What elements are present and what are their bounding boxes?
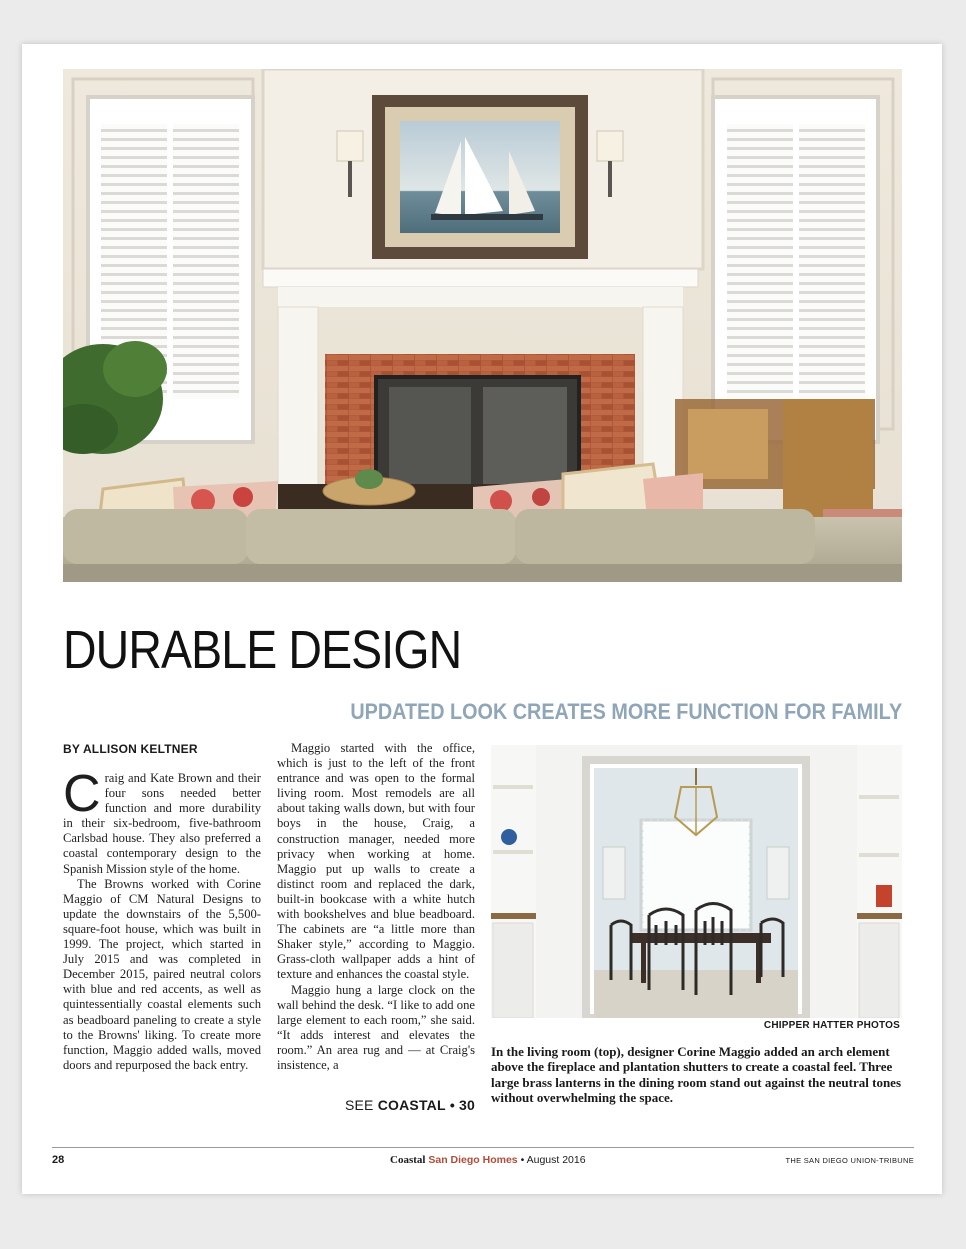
jump-page: • 30 [449, 1097, 475, 1113]
article-column-1 [63, 765, 261, 1073]
dining-room-illustration [491, 745, 902, 1018]
footer-rule [52, 1147, 914, 1148]
publication-line [390, 1154, 586, 1166]
separator: • [520, 1154, 525, 1166]
paragraph-3: Maggio started with the office, which is just to the left of the front entrance and was open to the formal living room. Most remodels are all about taking walls down, but with four boys in the house, Craig, a construction manager, needed more privacy when working at home. Maggio put up walls to create a distinct room and replaced the dark, built-in bookcase with a white hutch with bookshelves and blue beadboard. The cabinets are “a little more than Shaker style,” according to Maggio. Grass-cloth wallpaper adds a hint of texture and enhances the coastal style. [277, 741, 475, 982]
article-column-2 [277, 741, 475, 1073]
living-room-photo [63, 69, 902, 582]
photo-credit: CHIPPER HATTER PHOTOS [763, 1020, 900, 1031]
page-number: 28 [52, 1154, 65, 1166]
drop-cap: C [63, 765, 101, 823]
section-name: Coastal [390, 1154, 426, 1166]
newspaper-name: THE SAN DIEGO UNION-TRIBUNE [785, 1156, 914, 1165]
article-deck: UPDATED LOOK CREATES MORE FUNCTION FOR FAMILY [350, 699, 902, 724]
jump-word: COASTAL [377, 1097, 446, 1113]
article-byline: BY ALLISON KELTNER [63, 742, 198, 756]
paragraph-2: The Browns worked with Corine Maggio of CM Natural Designs to update the downstairs of the 5,500-square-foot house, which was built in 1999. The project, which started in July 2015 and was completed in December 2015, paired neutral colors with blue and red accents, as well as quintessentially coastal elements such as beadboard paneling to create a style to the Browns' liking. To create more function, Maggio added walls, moved doors and repurposed the back entry. [63, 876, 261, 1072]
living-room-illustration [63, 69, 902, 582]
article-headline: DURABLE DESIGN [63, 620, 462, 680]
magazine-name: San Diego Homes [428, 1154, 518, 1166]
paragraph-1-text: raig and Kate Brown and their four sons needed better function and more durability in their six-bedroom, five-bathroom Carlsbad house. They also preferred a coastal contemporary design to the Spanish Mission style of the home. [63, 771, 261, 876]
photo-caption: In the living room (top), designer Corine Maggio added an arch element above the fireplace and plantation shutters to create a coastal feel. Three large brass lanterns in the dining room stand out against the neutral tones without overwhelming the space. [491, 1044, 902, 1106]
dining-room-photo [491, 745, 902, 1018]
issue-date: August 2016 [526, 1154, 586, 1166]
paragraph-1 [63, 765, 261, 877]
jump-line[interactable] [277, 1097, 475, 1113]
paragraph-4: Maggio hung a large clock on the wall behind the desk. “I like to add one large element to each room,” she said. “It adds interest and elevates the room.” An area rug and — at Craig's insistence, a [277, 982, 475, 1072]
jump-prefix: SEE [344, 1097, 374, 1113]
